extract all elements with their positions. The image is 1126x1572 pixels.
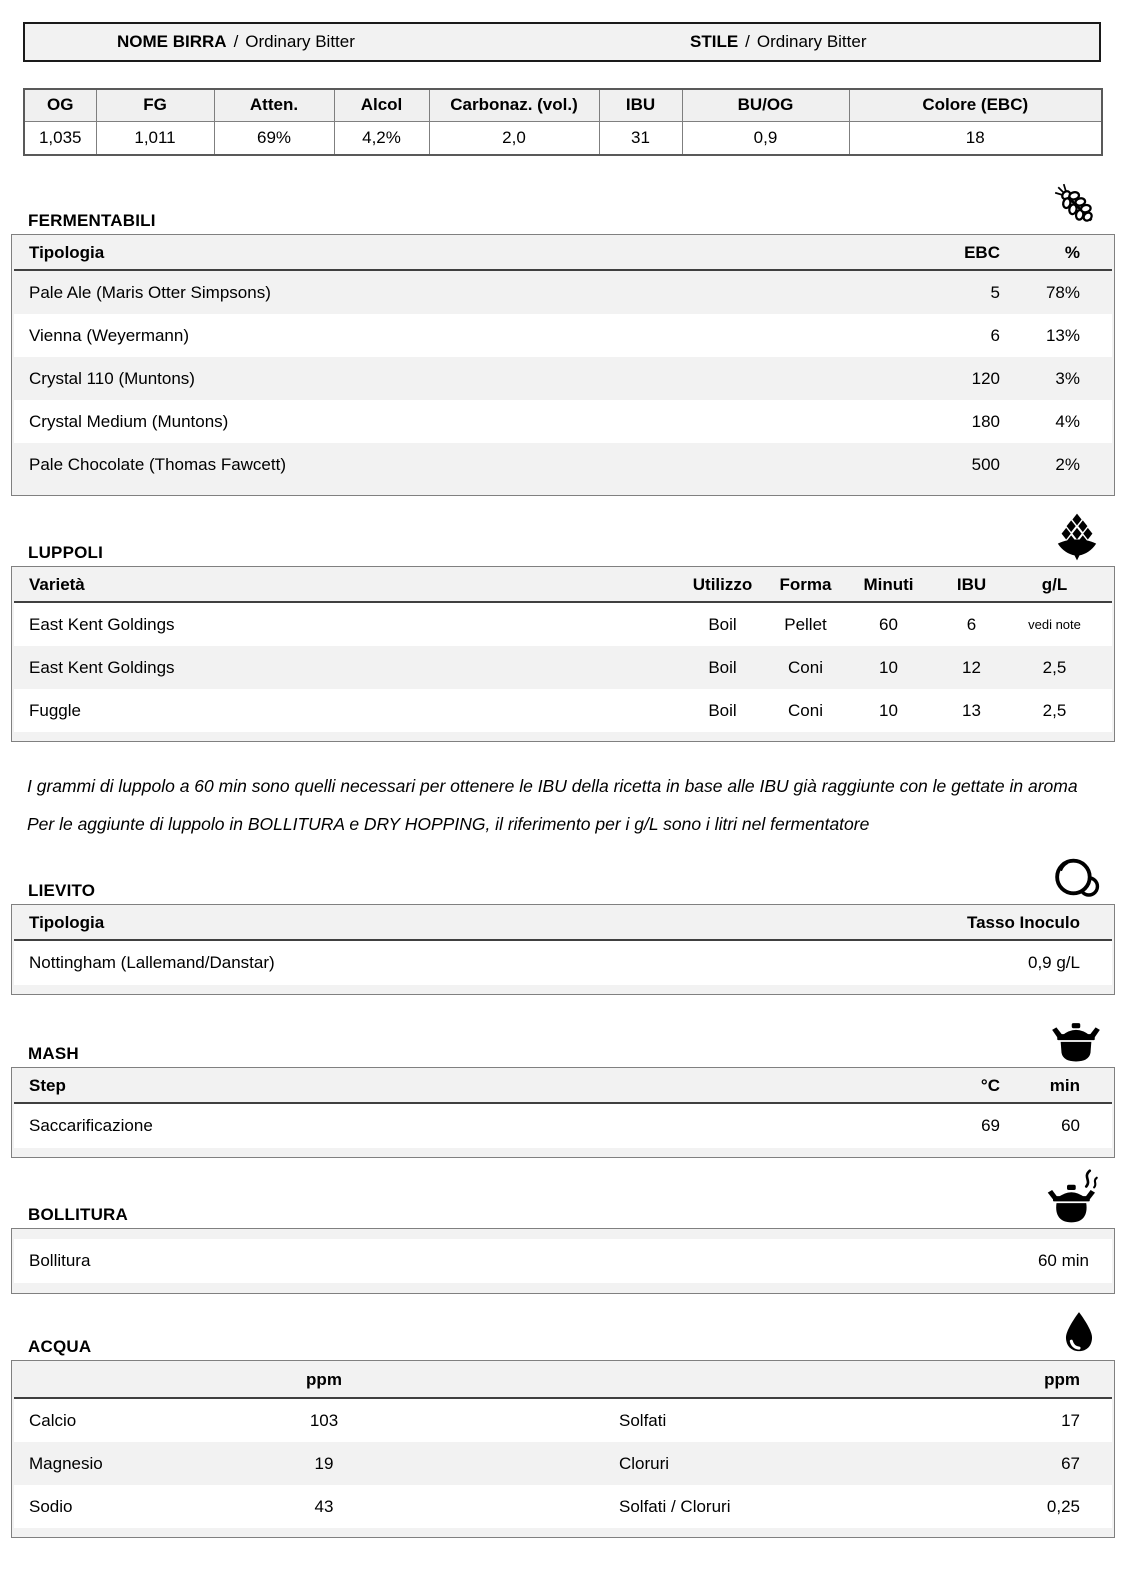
pot-icon [1050, 1018, 1102, 1064]
stat-header-carbonation: Carbonaz. (vol.) [429, 89, 599, 121]
boil-section [11, 1174, 1115, 1294]
boil-step: Bollitura [29, 1251, 91, 1270]
hop-gl: vedi note [1028, 617, 1081, 632]
fermentable-row [14, 314, 1112, 357]
fermentables-section [11, 180, 1115, 496]
fermentable-ebc: 120 [971, 368, 1000, 388]
water-row [14, 1442, 1112, 1485]
water-section [11, 1306, 1115, 1538]
water-row [14, 1399, 1112, 1442]
fermentable-name: Pale Ale (Maris Otter Simpsons) [29, 282, 271, 302]
water-table [11, 1360, 1115, 1538]
mash-step: Saccarificazione [29, 1116, 153, 1135]
water-header-row [14, 1363, 1112, 1399]
hop-row [14, 689, 1112, 732]
stat-value-bu-og: 0,9 [682, 121, 849, 155]
water-ion-name: Solfati [619, 1410, 667, 1430]
hop-use: Boil [708, 700, 737, 720]
hop-variety: Fuggle [29, 700, 81, 720]
hops-table [11, 566, 1115, 742]
stat-header-ibu: IBU [599, 89, 682, 121]
fermentable-ebc: 6 [990, 325, 1000, 345]
yeast-title: LIEVITO [28, 881, 96, 900]
water-ion-value: 43 [314, 1496, 334, 1516]
fermentable-row [14, 271, 1112, 314]
stat-value-og: 1,035 [24, 121, 96, 155]
yeast-col-pitch-rate: Tasso Inoculo [966, 913, 1080, 932]
yeast-row [14, 941, 1112, 985]
stat-value-color: 18 [849, 121, 1102, 155]
fermentable-name: Crystal 110 (Muntons) [29, 368, 195, 388]
water-ion-name: Magnesio [29, 1453, 103, 1473]
hops-col-variety: Varietà [29, 575, 85, 594]
fermentable-name: Vienna (Weyermann) [29, 325, 190, 345]
water-row [14, 1485, 1112, 1528]
fermentables-table [11, 234, 1115, 496]
hop-gl: 2,5 [1042, 657, 1067, 677]
stat-header-og: OG [24, 89, 96, 121]
fermentable-ebc: 500 [971, 454, 1000, 474]
hops-col-ibu: IBU [956, 575, 987, 594]
hop-variety: East Kent Goldings [29, 614, 175, 634]
stats-table [23, 88, 1103, 156]
fermentable-percent: 4% [1055, 411, 1080, 431]
fermentables-title: FERMENTABILI [28, 211, 156, 230]
stat-header-alcohol: Alcol [334, 89, 429, 121]
hop-form: Pellet [784, 614, 827, 634]
hop-row [14, 603, 1112, 646]
boiling-pot-icon [1046, 1169, 1102, 1225]
separator: / [745, 32, 750, 51]
note-line: I grammi di luppolo a 60 min sono quelli necessari per ottenere le IBU della ricetta in base alle IBU già raggiunte con le gettate in aroma [27, 776, 1078, 796]
hops-col-form: Forma [779, 575, 832, 594]
hop-ibu: 12 [962, 657, 981, 677]
fermentable-row [14, 443, 1112, 486]
hop-minutes: 10 [879, 700, 898, 720]
hops-title: LUPPOLI [28, 543, 104, 562]
separator: / [233, 32, 239, 51]
water-ion-value: 0,25 [1046, 1496, 1080, 1516]
beer-name-label: NOME BIRRA [117, 32, 227, 51]
stat-header-attenuation: Atten. [214, 89, 334, 121]
water-ion-name: Cloruri [619, 1453, 670, 1473]
water-ion-name: Calcio [29, 1410, 77, 1430]
mash-col-min: min [1049, 1076, 1080, 1095]
yeast-pitch-rate: 0,9 g/L [1028, 953, 1080, 972]
mash-temp: 69 [981, 1116, 1000, 1135]
hop-variety: East Kent Goldings [29, 657, 175, 677]
recipe-header-banner [23, 22, 1101, 62]
water-col-ppm-left: ppm [306, 1370, 342, 1389]
boil-duration: 60 min [1037, 1251, 1089, 1270]
water-ion-value: 19 [314, 1453, 334, 1473]
hop-form: Coni [788, 700, 823, 720]
water-ion-value: 103 [309, 1410, 339, 1430]
hop-icon [1052, 511, 1102, 563]
hops-header-row [14, 569, 1112, 603]
hop-minutes: 10 [879, 657, 898, 677]
yeast-section [11, 850, 1115, 995]
boil-row [14, 1239, 1112, 1283]
style-label: STILE [690, 32, 739, 51]
yeast-col-type: Tipologia [29, 913, 105, 932]
fermentables-col-percent: % [1064, 243, 1080, 262]
stat-header-color: Colore (EBC) [849, 89, 1102, 121]
beer-name-value: Ordinary Bitter [245, 32, 355, 51]
fermentables-col-type: Tipologia [29, 243, 105, 262]
mash-col-step: Step [29, 1076, 66, 1095]
yeast-header-row [14, 907, 1112, 941]
hop-form: Coni [788, 657, 823, 677]
fermentable-row [14, 400, 1112, 443]
water-col-ppm-right: ppm [1044, 1370, 1080, 1389]
stat-value-ibu: 31 [599, 121, 682, 155]
fermentable-percent: 13% [1045, 325, 1080, 345]
water-ion-value: 17 [1061, 1410, 1080, 1430]
water-ion-name: Solfati / Cloruri [619, 1496, 731, 1516]
fermentables-col-ebc: EBC [964, 243, 1000, 262]
hop-gl: 2,5 [1042, 700, 1067, 720]
hop-minutes: 60 [879, 614, 898, 634]
hop-row [14, 646, 1112, 689]
mash-table [11, 1067, 1115, 1158]
style-value: Ordinary Bitter [756, 32, 867, 51]
hops-col-gl: g/L [1041, 575, 1068, 594]
stat-value-carbonation: 2,0 [429, 121, 599, 155]
water-title: ACQUA [28, 1337, 92, 1356]
stat-header-bu-og: BU/OG [682, 89, 849, 121]
mash-col-temp: °C [980, 1076, 1000, 1095]
boil-table [11, 1228, 1115, 1294]
mash-title: MASH [28, 1044, 79, 1063]
fermentable-ebc: 180 [971, 411, 1000, 431]
mash-section [11, 1013, 1115, 1158]
hop-use: Boil [708, 614, 737, 634]
fermentable-percent: 78% [1045, 282, 1080, 302]
stat-value-attenuation: 69% [214, 121, 334, 155]
stat-value-alcohol: 4,2% [334, 121, 429, 155]
yeast-icon [1050, 853, 1102, 901]
hop-notes [27, 770, 1101, 840]
stat-value-fg: 1,011 [96, 121, 214, 155]
fermentable-name: Crystal Medium (Muntons) [29, 411, 229, 431]
mash-min: 60 [1061, 1116, 1080, 1135]
fermentable-percent: 3% [1055, 368, 1080, 388]
fermentable-name: Pale Chocolate (Thomas Fawcett) [29, 454, 286, 474]
mash-row [14, 1104, 1112, 1148]
wheat-icon [1050, 179, 1102, 231]
hop-use: Boil [708, 657, 737, 677]
fermentables-header-row [14, 237, 1112, 271]
boil-title: BOLLITURA [28, 1205, 129, 1224]
hop-ibu: 6 [966, 614, 977, 634]
yeast-name: Nottingham (Lallemand/Danstar) [29, 953, 275, 972]
water-ion-value: 67 [1061, 1453, 1080, 1473]
water-ion-name: Sodio [29, 1496, 73, 1516]
fermentable-row [14, 357, 1112, 400]
hops-section [11, 512, 1115, 742]
note-line: Per le aggiunte di luppolo in BOLLITURA e DRY HOPPING, il riferimento per i g/L sono i litri nel fermentatore [27, 814, 870, 834]
hop-ibu: 13 [962, 700, 981, 720]
water-drop-icon [1056, 1307, 1102, 1357]
stat-header-fg: FG [96, 89, 214, 121]
fermentable-percent: 2% [1055, 454, 1080, 474]
fermentable-ebc: 5 [990, 282, 1000, 302]
mash-header-row [14, 1070, 1112, 1104]
hops-col-use: Utilizzo [692, 575, 753, 594]
hops-col-minutes: Minuti [863, 575, 914, 594]
yeast-table [11, 904, 1115, 995]
